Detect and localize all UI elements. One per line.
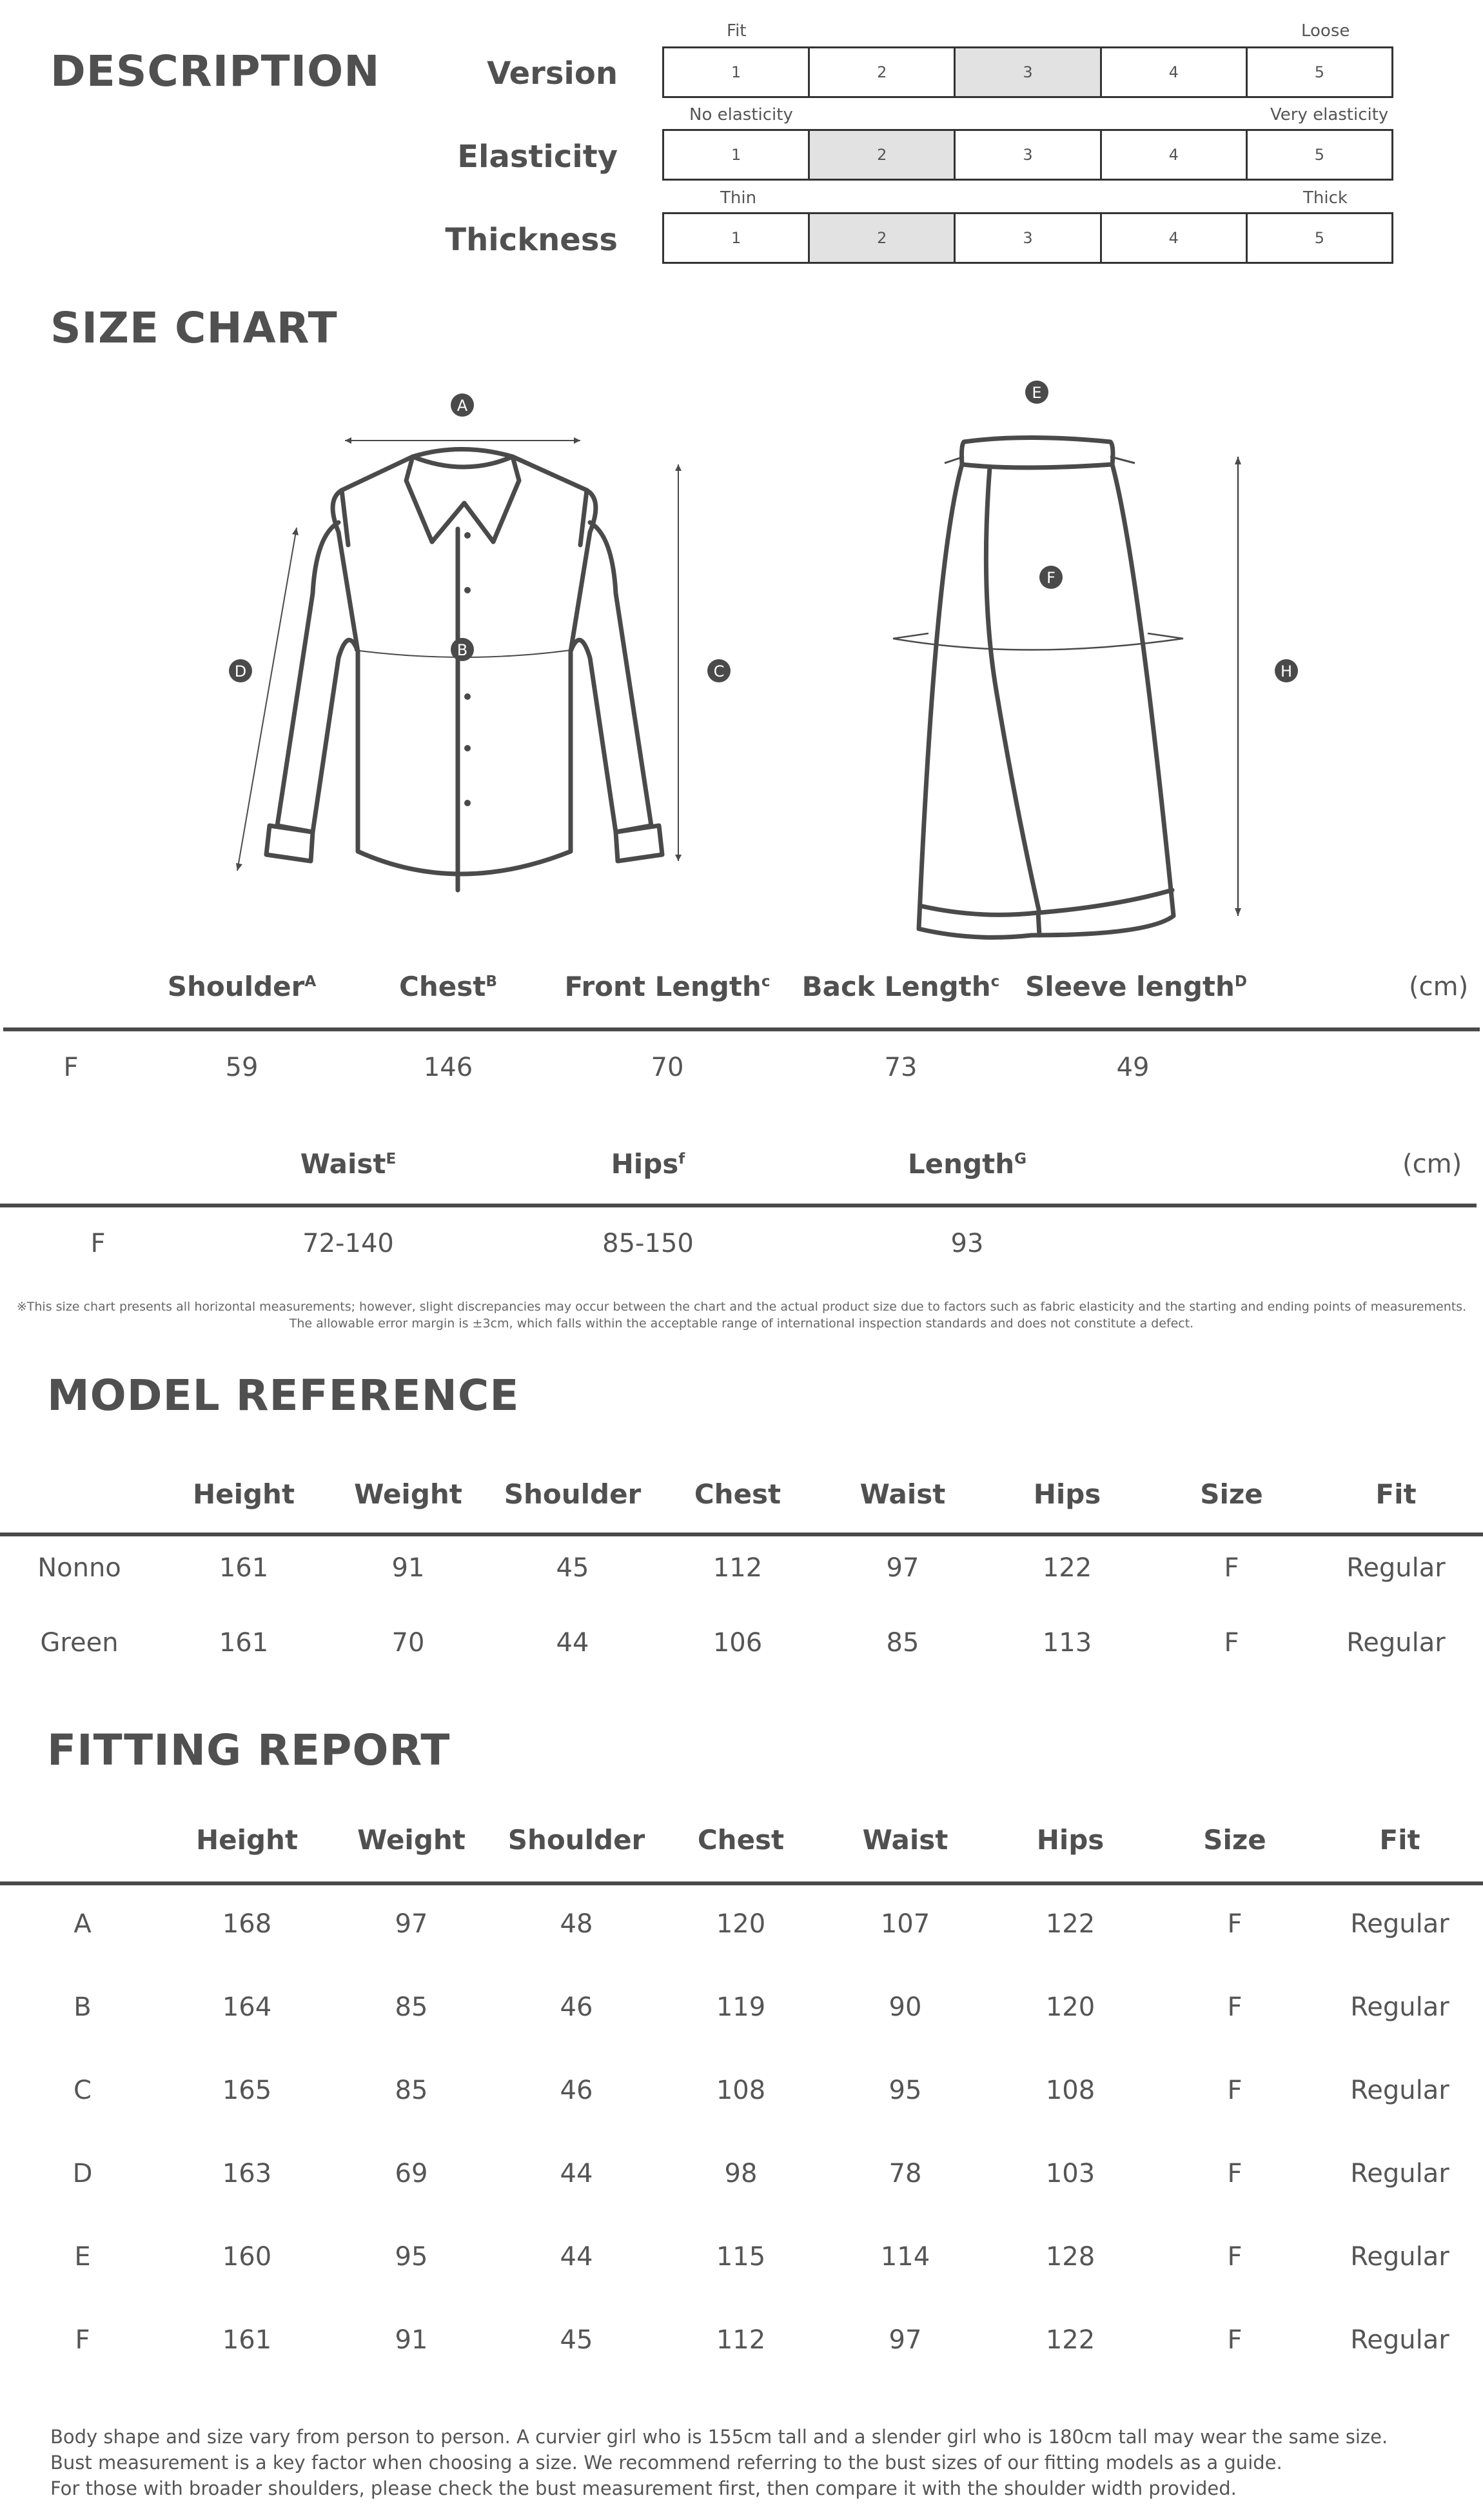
col-back-length: Back Length$^c$ bbox=[801, 971, 1000, 1002]
bottom-size-header-row bbox=[0, 1148, 1483, 1187]
col-sleeve-length: Sleeve length$^D$ bbox=[1025, 971, 1248, 1002]
elasticity-label: Elasticity bbox=[457, 139, 618, 175]
fit-col-fit: Fit bbox=[1379, 1824, 1420, 1856]
fitter-shoulder: 46 bbox=[560, 1992, 593, 2022]
version-option-4: 4 bbox=[1102, 48, 1248, 96]
fitter-shoulder: 48 bbox=[560, 1909, 593, 1939]
fitter-size: F bbox=[1227, 2242, 1242, 2272]
fitter-weight: 91 bbox=[395, 2325, 428, 2355]
model-shoulder: 44 bbox=[556, 1628, 589, 1658]
elasticity-scale bbox=[662, 129, 1393, 181]
fitting-table-rule bbox=[0, 1881, 1483, 1885]
version-scale bbox=[662, 46, 1393, 98]
top-unit: (cm) bbox=[1409, 972, 1469, 1002]
fitter-hips: 128 bbox=[1045, 2242, 1095, 2272]
model-col-size: Size bbox=[1200, 1478, 1263, 1510]
fitter-hips: 122 bbox=[1045, 1909, 1095, 1939]
fitter-height: 161 bbox=[222, 2325, 272, 2355]
fitter-id: F bbox=[75, 2325, 90, 2355]
fitter-chest: 115 bbox=[716, 2242, 766, 2272]
model-col-chest: Chest bbox=[694, 1478, 781, 1510]
fitting-row bbox=[0, 2242, 1483, 2281]
fitter-height: 160 bbox=[222, 2242, 272, 2272]
fitter-waist: 107 bbox=[880, 1909, 930, 1939]
badge-d: D bbox=[234, 662, 247, 680]
fitter-waist: 78 bbox=[889, 2159, 922, 2188]
top-shoulder: 59 bbox=[225, 1053, 259, 1082]
version-option-1: 1 bbox=[664, 48, 810, 96]
top-front-length: 70 bbox=[651, 1053, 684, 1082]
fitter-height: 164 bbox=[222, 1992, 272, 2022]
fitter-size: F bbox=[1227, 1992, 1242, 2022]
fit-col-size: Size bbox=[1203, 1824, 1266, 1856]
model-waist: 97 bbox=[886, 1553, 919, 1583]
fitter-chest: 112 bbox=[716, 2325, 766, 2355]
fitter-height: 168 bbox=[222, 1909, 272, 1939]
model-hips: 113 bbox=[1042, 1628, 1092, 1658]
bottom-size: F bbox=[90, 1229, 106, 1258]
badge-b: B bbox=[457, 641, 468, 659]
model-chest: 112 bbox=[712, 1553, 763, 1583]
top-size: F bbox=[63, 1053, 79, 1082]
fitter-fit: Regular bbox=[1350, 2159, 1449, 2188]
col-shoulder: Shoulder$^A$ bbox=[167, 971, 317, 1002]
disclaimer-line-2: The allowable error margin is ±3cm, which falls within the acceptable range of international inspection standards and does not constitute a defect. bbox=[289, 1316, 1194, 1331]
model-weight: 70 bbox=[391, 1628, 425, 1658]
fitter-chest: 108 bbox=[716, 2076, 766, 2105]
top-size-row bbox=[0, 1053, 1483, 1091]
bottom-size-row bbox=[0, 1229, 1483, 1267]
fit-col-weight: Weight bbox=[357, 1824, 466, 1856]
model-size: F bbox=[1224, 1553, 1239, 1583]
fitter-waist: 97 bbox=[889, 2325, 922, 2355]
top-table-rule bbox=[3, 1027, 1480, 1031]
fitter-fit: Regular bbox=[1350, 1992, 1449, 2022]
fitter-size: F bbox=[1227, 2076, 1242, 2105]
fitter-chest: 119 bbox=[716, 1992, 766, 2022]
bottom-unit: (cm) bbox=[1402, 1149, 1462, 1179]
fitter-weight: 69 bbox=[395, 2159, 428, 2188]
fitter-id: D bbox=[72, 2159, 93, 2188]
version-left-label: Fit bbox=[727, 21, 747, 41]
bottom-hips: 85-150 bbox=[602, 1229, 694, 1258]
fit-col-height: Height bbox=[195, 1824, 299, 1856]
fitter-waist: 114 bbox=[880, 2242, 930, 2272]
col-hips: Hips$^f$ bbox=[611, 1148, 685, 1180]
bottom-waist: 72-140 bbox=[302, 1229, 394, 1258]
col-front-length: Front Length$^c$ bbox=[564, 971, 771, 1002]
col-waist: Waist$^E$ bbox=[300, 1148, 397, 1180]
badge-h: H bbox=[1280, 662, 1293, 680]
top-chest: 146 bbox=[423, 1053, 473, 1082]
model-col-hips: Hips bbox=[1033, 1478, 1101, 1510]
fitter-size: F bbox=[1227, 2159, 1242, 2188]
model-name: Green bbox=[40, 1628, 119, 1658]
col-chest: Chest$^B$ bbox=[399, 971, 497, 1002]
col-length: Length$^G$ bbox=[907, 1148, 1027, 1180]
model-col-shoulder: Shoulder bbox=[504, 1478, 642, 1510]
version-label: Version bbox=[487, 55, 618, 92]
model-chest: 106 bbox=[712, 1628, 763, 1658]
fitter-waist: 95 bbox=[889, 2076, 922, 2105]
fitter-shoulder: 44 bbox=[560, 2242, 593, 2272]
thickness-right-label: Thick bbox=[1303, 188, 1348, 208]
model-reference-title: MODEL REFERENCE bbox=[47, 1371, 520, 1420]
fitter-id: E bbox=[74, 2242, 91, 2272]
thickness-option-5: 5 bbox=[1314, 229, 1325, 247]
fitting-header-row bbox=[0, 1824, 1483, 1863]
elasticity-option-3: 3 bbox=[956, 131, 1101, 179]
model-name: Nonno bbox=[37, 1553, 121, 1583]
fitting-row bbox=[0, 1992, 1483, 2031]
fitter-height: 165 bbox=[222, 2076, 272, 2105]
fitter-shoulder: 44 bbox=[560, 2159, 593, 2188]
top-size-header-row bbox=[0, 971, 1483, 1009]
model-fit: Regular bbox=[1346, 1628, 1446, 1658]
fitting-report-title: FITTING REPORT bbox=[47, 1725, 451, 1775]
elasticity-option-1: 1 bbox=[664, 131, 810, 179]
elasticity-option-2-selected: 2 bbox=[810, 131, 956, 179]
model-row bbox=[0, 1628, 1483, 1667]
version-option-2: 2 bbox=[810, 48, 956, 96]
note-line-3: For those with broader shoulders, please check the bust measurement first, then compare it with the shoulder width provided. bbox=[50, 2477, 1237, 2499]
model-header-row bbox=[0, 1478, 1483, 1517]
fitting-row bbox=[0, 1909, 1483, 1948]
fitter-id: C bbox=[74, 2076, 92, 2105]
elasticity-right-label: Very elasticity bbox=[1270, 105, 1389, 124]
fitter-fit: Regular bbox=[1350, 2076, 1449, 2105]
thickness-option-2-selected: 2 bbox=[810, 214, 956, 262]
description-title: DESCRIPTION bbox=[50, 46, 380, 96]
fit-col-chest: Chest bbox=[697, 1824, 785, 1856]
model-col-weight: Weight bbox=[354, 1478, 462, 1510]
thickness-option-3: 3 bbox=[956, 214, 1101, 262]
fitter-fit: Regular bbox=[1350, 2325, 1449, 2355]
model-shoulder: 45 bbox=[556, 1553, 589, 1583]
version-right-label: Loose bbox=[1301, 21, 1350, 41]
elasticity-left-label: No elasticity bbox=[689, 105, 793, 124]
size-chart-title: SIZE CHART bbox=[50, 303, 338, 353]
shirt-illustration bbox=[193, 381, 774, 909]
model-col-height: Height bbox=[192, 1478, 295, 1510]
elasticity-option-5: 5 bbox=[1314, 146, 1325, 164]
model-hips: 122 bbox=[1042, 1553, 1092, 1583]
badge-e: E bbox=[1032, 384, 1042, 402]
model-waist: 85 bbox=[886, 1628, 919, 1658]
bottom-length: 93 bbox=[950, 1229, 984, 1258]
disclaimer-line-1: ※This size chart presents all horizontal measurements; however, slight discrepancies may occur between the chart and the actual product size due to factors such as fabric elasticity and the starting and ending points of measurements. bbox=[16, 1300, 1467, 1314]
model-height: 161 bbox=[219, 1628, 269, 1658]
fitter-fit: Regular bbox=[1350, 2242, 1449, 2272]
fitter-shoulder: 45 bbox=[560, 2325, 593, 2355]
bottom-table-rule bbox=[0, 1204, 1477, 1207]
badge-a: A bbox=[457, 397, 468, 415]
note-line-1: Body shape and size vary from person to person. A curvier girl who is 155cm tall and a slender girl who is 180cm tall may wear the same size. bbox=[50, 2426, 1388, 2448]
model-row bbox=[0, 1553, 1483, 1592]
version-option-3-selected: 3 bbox=[956, 48, 1101, 96]
fitter-hips: 103 bbox=[1045, 2159, 1095, 2188]
fitter-weight: 85 bbox=[395, 2076, 428, 2105]
model-col-fit: Fit bbox=[1375, 1478, 1417, 1510]
fitter-fit: Regular bbox=[1350, 1909, 1449, 1939]
model-size: F bbox=[1224, 1628, 1239, 1658]
model-weight: 91 bbox=[391, 1553, 425, 1583]
fitter-chest: 98 bbox=[724, 2159, 758, 2188]
fitting-row bbox=[0, 2159, 1483, 2198]
elasticity-option-4: 4 bbox=[1102, 131, 1248, 179]
version-option-5: 5 bbox=[1314, 63, 1325, 81]
model-table-rule bbox=[0, 1533, 1483, 1536]
fitter-id: B bbox=[74, 1992, 92, 2022]
model-fit: Regular bbox=[1346, 1553, 1446, 1583]
thickness-left-label: Thin bbox=[720, 188, 757, 208]
badge-c: C bbox=[713, 662, 725, 680]
fitting-row bbox=[0, 2076, 1483, 2114]
model-col-waist: Waist bbox=[859, 1478, 946, 1510]
fitter-size: F bbox=[1227, 2325, 1242, 2355]
fit-col-shoulder: Shoulder bbox=[507, 1824, 645, 1856]
thickness-scale bbox=[662, 212, 1393, 264]
fit-col-hips: Hips bbox=[1036, 1824, 1105, 1856]
model-height: 161 bbox=[219, 1553, 269, 1583]
fitting-row bbox=[0, 2325, 1483, 2364]
fitter-shoulder: 46 bbox=[560, 2076, 593, 2105]
fitter-waist: 90 bbox=[889, 1992, 922, 2022]
fitter-size: F bbox=[1227, 1909, 1242, 1939]
thickness-option-1: 1 bbox=[664, 214, 810, 262]
fitter-id: A bbox=[74, 1909, 92, 1939]
fitter-hips: 108 bbox=[1045, 2076, 1095, 2105]
top-sleeve-length: 49 bbox=[1116, 1053, 1150, 1082]
top-back-length: 73 bbox=[884, 1053, 918, 1082]
fitter-chest: 120 bbox=[716, 1909, 766, 1939]
fitter-weight: 97 bbox=[395, 1909, 428, 1939]
fitter-height: 163 bbox=[222, 2159, 272, 2188]
thickness-label: Thickness bbox=[445, 222, 618, 258]
fitter-hips: 120 bbox=[1045, 1992, 1095, 2022]
fit-col-waist: Waist bbox=[862, 1824, 948, 1856]
fitter-hips: 122 bbox=[1045, 2325, 1095, 2355]
badge-f: F bbox=[1046, 569, 1056, 587]
fitter-weight: 85 bbox=[395, 1992, 428, 2022]
thickness-option-4: 4 bbox=[1102, 214, 1248, 262]
fitter-weight: 95 bbox=[395, 2242, 428, 2272]
skirt-illustration bbox=[858, 368, 1348, 948]
note-line-2: Bust measurement is a key factor when choosing a size. We recommend referring to the bust sizes of our fitting models as a guide. bbox=[50, 2452, 1282, 2474]
